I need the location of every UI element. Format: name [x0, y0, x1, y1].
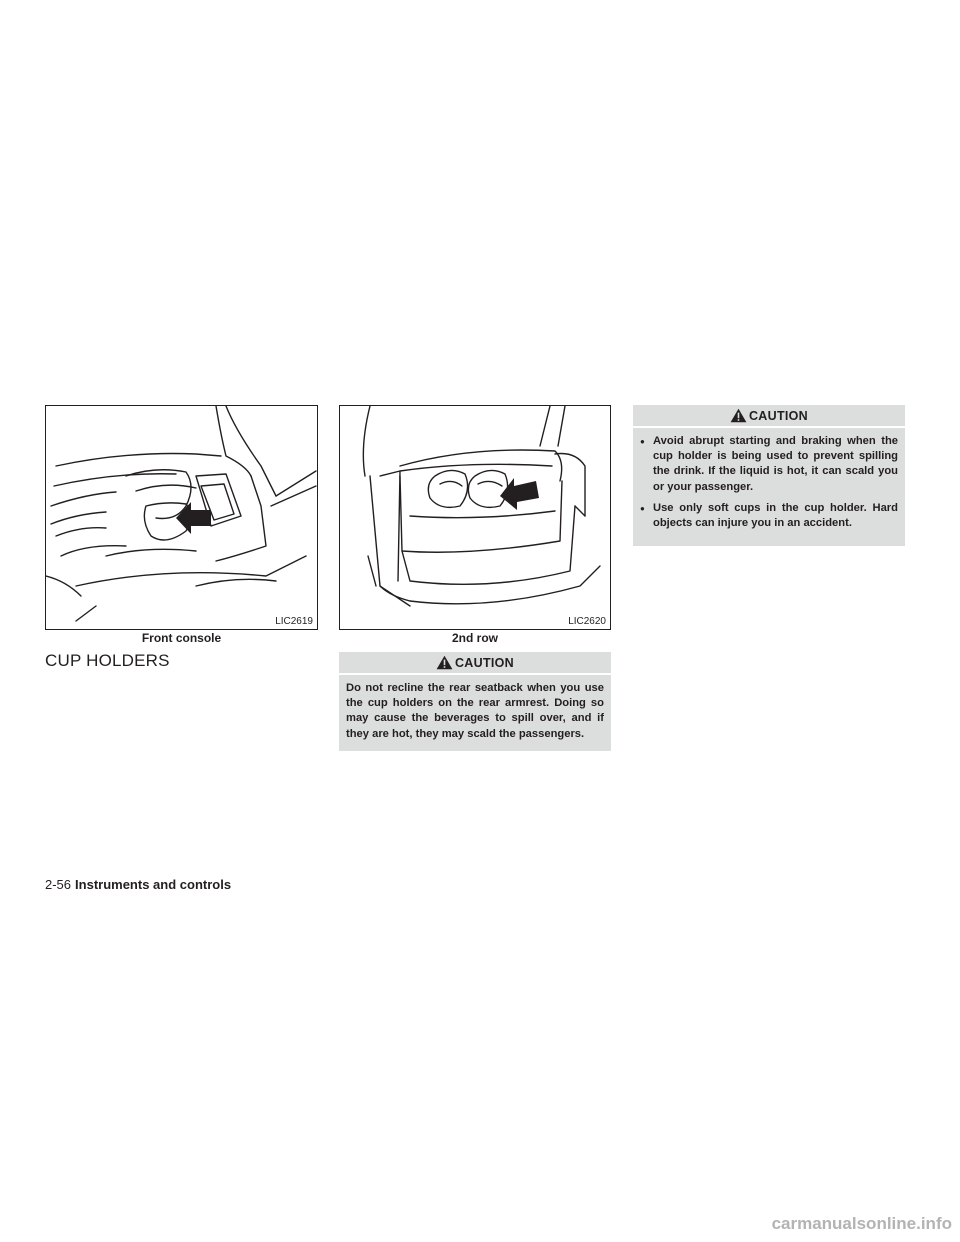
caution-heading [339, 652, 611, 675]
warning-icon [436, 655, 453, 670]
caution-label: CAUTION [454, 655, 515, 670]
page-number: 2-56 [45, 877, 72, 892]
caution-label: CAUTION [748, 408, 809, 423]
caution-heading [633, 405, 905, 428]
chapter-title: Instruments and controls [75, 877, 232, 892]
figure-caption: Front console [141, 631, 222, 645]
caution-box-cup-holder [633, 405, 905, 546]
caution-list-container [633, 428, 905, 546]
list-item: ● Avoid abrupt starting and braking when the cup holder is being used to prevent spilling the drink. If the liquid is hot, it can scald you or your passenger. [640, 434, 898, 495]
figure-front-console [45, 405, 318, 630]
warning-icon [730, 408, 747, 423]
caution-list [640, 434, 898, 531]
page-footer [45, 877, 231, 892]
caution-box-rear-seatback [339, 652, 611, 751]
watermark: carmanualsonline.info [771, 1214, 952, 1233]
caution-text: Do not recline the rear seatback when you use the cup holders on the rear armrest. Doing so may cause the beverages to spill over, and if they are hot, they may scald the passengers. [346, 682, 604, 740]
list-item: ● Use only soft cups in the cup holder. Hard objects can injure you in an accident. [640, 501, 898, 531]
arrow-icon [340, 406, 611, 630]
figure-code: LIC2619 [275, 616, 313, 627]
figure-code: LIC2620 [568, 616, 606, 627]
arrow-icon [46, 406, 318, 630]
figure-2nd-row [339, 405, 611, 630]
figure-caption: 2nd row [451, 631, 498, 645]
section-title: CUP HOLDERS [45, 651, 170, 670]
